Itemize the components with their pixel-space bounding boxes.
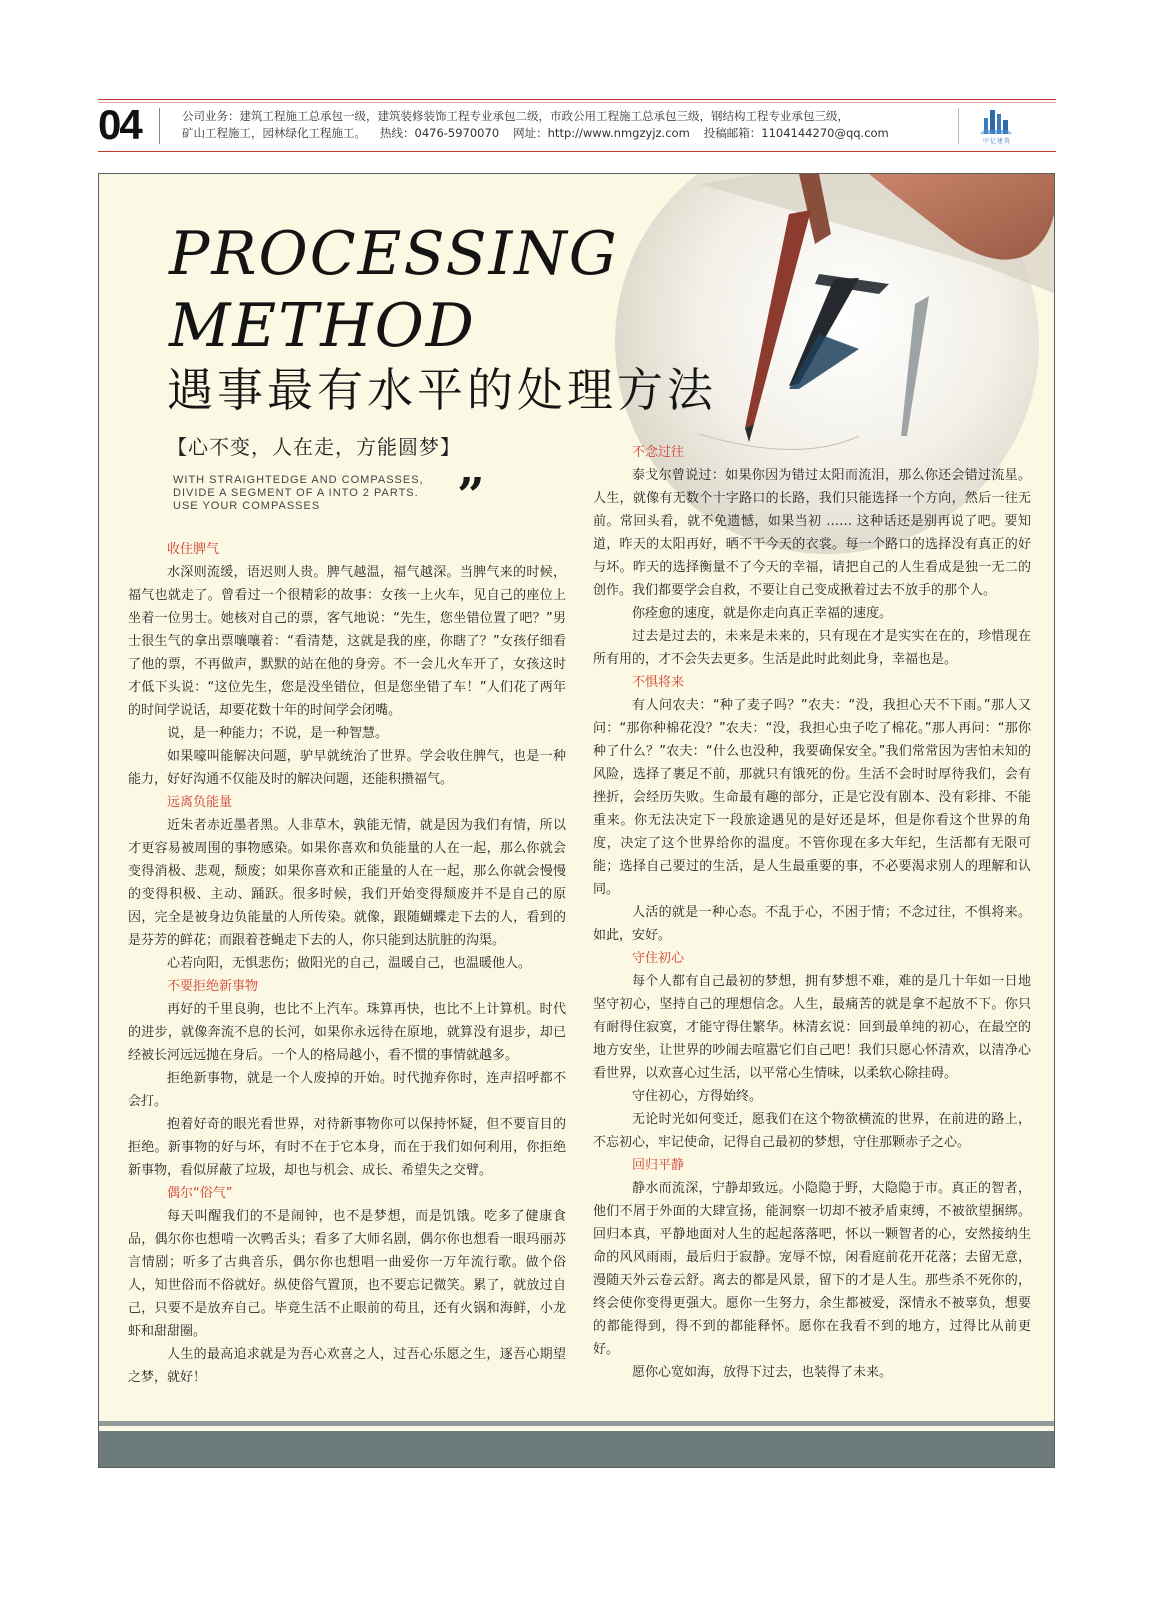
page-number: 04: [98, 101, 141, 148]
header-rule-bottom: [98, 151, 1056, 152]
paragraph: 守住初心，方得始终。: [632, 1089, 763, 1104]
paragraph: 如果嚎叫能解决问题，驴早就统治了世界。学会收住脾气，也是一种能力，好好沟通不仅能及时的解决问题，还能积攒福气。: [128, 749, 566, 787]
english-quote: [173, 474, 424, 513]
paragraph: 心若向阳，无惧悲伤；做阳光的自己，温暖自己，也温暖他人。: [167, 956, 532, 971]
paragraph: 有人问农夫：“种了麦子吗？”农夫：“没，我担心天不下雨。”那人又问：“那你种棉花没？”农夫：“没，我担心虫子吃了棉花。”那人再问：“那你种了什么？”农夫：“什么也没种，我要确保安全。”我们常常因为害怕未知的风险，选择了裹足不前，那就只有饿死的份。生活不会时时厚待我们，会有挫折，会经历失败。生命最有趣的部分，正是它没有剧本、没有彩排、不能重来。你无法决定下一段旅途遇见的是好还是坏，但是你看这个世界的角度，决定了这个世界给你的温度。不管你现在多大年纪，生活都有无限可能；选择自己要过的生活，是人生最重要的事，不必要渴求别人的理解和认同。: [593, 698, 1031, 897]
paragraph: 愿你心宽如海，放得下过去，也装得了未来。: [632, 1365, 893, 1380]
section-heading-original-heart: 守住初心: [632, 951, 685, 966]
quote-mark: ”: [457, 468, 485, 524]
english-quote-line-1: WITH STRAIGHTEDGE AND COMPASSES,: [173, 474, 424, 486]
section-heading-future: 不惧将来: [632, 675, 685, 690]
left-column: [128, 538, 566, 1389]
header-business-line-1: 公司业务：建筑工程施工总承包一级，建筑装修装饰工程专业承包二级，市政公用工程施工总承包三级，钢结构工程专业承包三级，: [182, 109, 849, 123]
paragraph: 再好的千里良驹，也比不上汽车。珠算再快，也比不上计算机。时代的进步，就像奔流不息的长河，如果你永远待在原地，就算没有退步，却已经被长河远远抛在身后。一个人的格局越小，看不惯的事情就越多。: [128, 1002, 566, 1063]
section-heading-new-things: 不要拒绝新事物: [167, 979, 259, 994]
title-english-line-1: PROCESSING: [169, 219, 619, 289]
footer-rule: [99, 1421, 1055, 1426]
paragraph: 每天叫醒我们的不是闹钟，也不是梦想，而是饥饿。吃多了健康食品，偶尔你也想啃一次鸭舌头；看多了大师名剧，偶尔你也想看一眼玛丽苏言情剧；听多了古典音乐，偶尔你也想唱一曲爱你一万年流行歌。做个俗人，知世俗而不俗就好。纵使俗气置顶，也不要忘记微笑。累了，就放过自己，只要不是放弃自己。毕竟生活不止眼前的苟且，还有火锅和海鲜，小龙虾和甜甜圈。: [128, 1209, 566, 1339]
footer-band: [99, 1431, 1055, 1468]
paragraph: 静水而流深，宁静却致远。小隐隐于野，大隐隐于市。真正的智者，他们不屑于外面的大肆宣扬，能洞察一切却不被矛盾束缚，不被欲望捆绑。回归本真，平静地面对人生的起起落落吧，怀以一颗智者的心，安然接纳生命的风风雨雨，最后归于寂静。宠辱不惊，闲看庭前花开花落；去留无意，漫随天外云卷云舒。离去的都是风景，留下的才是人生。那些杀不死你的，终会使你变得更强大。愿你一生努力，余生都被爱，深情永不被辜负，想要的都能得到，得不到的都能释怀。愿你在我看不到的地方，过得比从前更好。: [593, 1181, 1031, 1357]
paragraph: 过去是过去的，未来是未来的，只有现在才是实实在在的，珍惜现在所有用的，才不会失去更多。生活是此时此刻此身，幸福也是。: [593, 629, 1031, 667]
paragraph: 人生的最高追求就是为吾心欢喜之人，过吾心乐愿之生，逐吾心期望之梦，就好！: [128, 1347, 566, 1385]
subtitle: 【心不变，人在走，方能圆梦】: [167, 435, 461, 459]
english-quote-line-3: USE YOUR COMPASSES: [173, 500, 321, 512]
title-english: [169, 218, 619, 362]
title-english-line-2: METHOD: [169, 291, 476, 361]
section-heading-temper: 收住脾气: [167, 542, 220, 557]
header-info-line-2: [182, 125, 942, 142]
section-heading-negativity: 远离负能量: [167, 795, 233, 810]
paragraph: 说，是一种能力；不说，是一种智慧。: [167, 726, 389, 741]
section-heading-calm: 回归平静: [632, 1158, 685, 1173]
title-chinese: 遇事最有水平的处理方法: [167, 363, 717, 417]
paragraph: 每个人都有自己最初的梦想，拥有梦想不难，难的是几十年如一日地坚守初心，坚持自己的理想信念。人生，最痛苦的就是拿不起放不下。你只有耐得住寂寞，才能守得住繁华。林清玄说：回到最单纯的初心，在最空的地方安坐，让世界的吵闹去喧嚣它们自己吧！我们只愿心怀清欢，以清净心看世界，以欢喜心过生活，以平常心生情味，以柔软心除挂碍。: [593, 974, 1031, 1081]
paragraph: 泰戈尔曾说过：如果你因为错过太阳而流泪，那么你还会错过流星。人生，就像有无数个十字路口的长路，我们只能选择一个方向，然后一往无前。常回头看，就不免遗憾，如果当初 …… 这种话还是别再说了吧。要知道，昨天的太阳再好，晒不干今天的衣裳。每一个路口的选择没有真正的好与坏。昨天的选择衡量不了今天的幸福，请把自己的人生看成是独一无二的创作。我们都要学会自救，不要让自己变成揪着过去不放手的那个人。: [593, 468, 1031, 598]
paragraph: 无论时光如何变迁，愿我们在这个物欲横流的世界，在前进的路上，不忘初心，牢记使命，记得自己最初的梦想，守住那颗赤子之心。: [593, 1112, 1031, 1150]
paragraph: 水深则流缓，语迟则人贵。脾气越温，福气越深。当脾气来的时候，福气也就走了。曾看过一个很精彩的故事：女孩一上火车，见自己的座位上坐着一位男士。她核对自己的票，客气地说：“先生，您坐错位置了吧？”男士很生气的拿出票嚷嚷着：“看清楚，这就是我的座，你瞎了？”女孩仔细看了他的票，不再做声，默默的站在他的身旁。不一会儿火车开了，女孩这时才低下头说：“这位先生，您是没坐错位，但是您坐错了车！”人们花了两年的时间学说话，却要花数十年的时间学会闭嘴。: [128, 565, 566, 718]
header-divider: [159, 108, 160, 144]
header-website: 网址：http://www.nmgzyjz.com: [513, 126, 690, 140]
paragraph: 近朱者赤近墨者黑。人非草木，孰能无情，就是因为我们有情，所以才更容易被周围的事物感染。如果你喜欢和负能量的人在一起，那么你就会变得消极、悲观，颓废；如果你喜欢和正能量的人在一起，那么你就会慢慢的变得积极、主动、踊跃。很多时候，我们开始变得颓废并不是自己的原因，完全是被身边负能量的人所传染。就像，跟随蝴蝶走下去的人，看到的是芬芳的鲜花；而跟着苍蝇走下去的人，你只能到达肮脏的沟渠。: [128, 818, 566, 948]
logo-caption: 中亿建筑: [982, 138, 1011, 145]
paragraph: 拒绝新事物，就是一个人废掉的开始。时代抛弃你时，连声招呼都不会打。: [128, 1071, 566, 1109]
header-info: [182, 108, 942, 142]
header-hotline: 热线：0476-5970070: [380, 126, 500, 140]
header-business-line-2: 矿山工程施工，园林绿化工程施工。: [182, 126, 366, 140]
paragraph: 你痊愈的速度，就是你走向真正幸福的速度。: [632, 606, 893, 621]
section-heading-past: 不念过往: [632, 445, 685, 460]
paragraph: 抱着好奇的眼光看世界，对待新事物你可以保持怀疑，但不要盲目的拒绝。新事物的好与坏，有时不在于它本身，而在于我们如何利用，你拒绝新事物，看似屏蔽了垃圾，却也与机会、成长、希望失之交臂。: [128, 1117, 566, 1178]
paragraph: 人活的就是一种心态。不乱于心，不困于情；不念过往，不惧将来。如此，安好。: [593, 905, 1031, 943]
header-rule-top: [98, 99, 1056, 100]
right-column: [593, 441, 1031, 1384]
header-email: 投稿邮箱：1104144270@qq.com: [703, 126, 889, 140]
header-divider-right: [958, 108, 959, 144]
english-quote-line-2: DIVIDE A SEGMENT OF A INTO 2 PARTS.: [173, 487, 419, 499]
section-heading-vulgar: 偶尔“俗气”: [167, 1186, 233, 1201]
article-panel: [98, 173, 1055, 1468]
header-rule-top-inner: [98, 102, 1056, 103]
